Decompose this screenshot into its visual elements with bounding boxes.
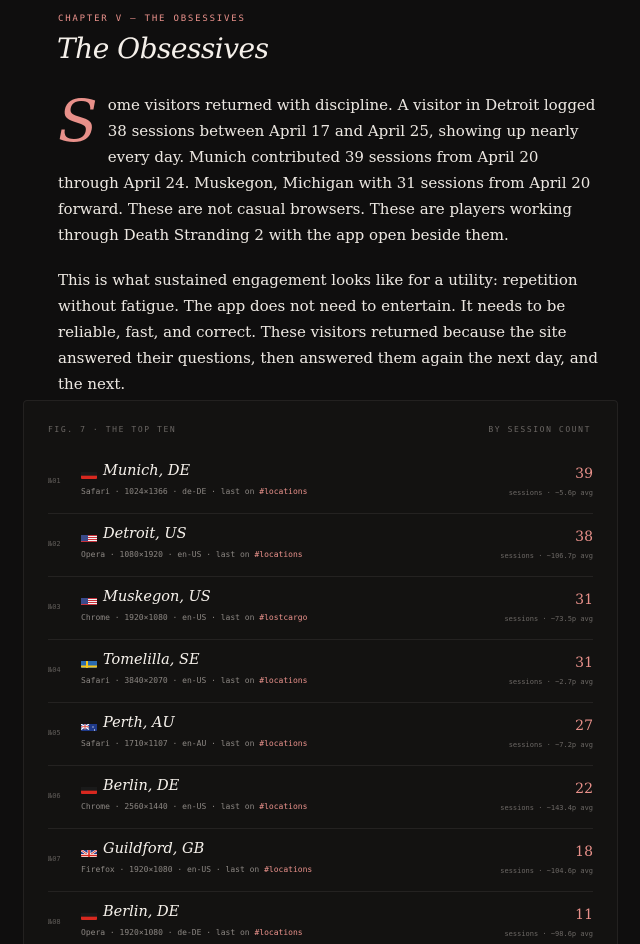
locale: en-US <box>182 802 207 811</box>
last-page-link[interactable]: #locations <box>259 802 308 811</box>
list-item[interactable] <box>48 892 593 944</box>
city-name: Berlin, DE <box>103 904 180 920</box>
last-page-link[interactable]: #locations <box>259 487 308 496</box>
session-avg: sessions · ~73.5p avg <box>504 615 593 623</box>
visitor-meta: Opera · 1080×1920 · en-US · last on #locations <box>81 550 303 559</box>
rank-label: №01 <box>48 477 61 485</box>
locale: en-US <box>186 865 212 874</box>
avg-pages: ~2.7p avg <box>555 678 593 686</box>
list-item[interactable] <box>48 451 593 514</box>
last-on-label: last on <box>220 487 255 496</box>
city-name: Guildford, GB <box>103 841 205 857</box>
city-name: Detroit, US <box>103 526 187 542</box>
avg-pages: ~104.6p avg <box>546 867 593 875</box>
city-name: Berlin, DE <box>103 778 180 794</box>
last-page-link[interactable]: #locations <box>254 550 303 559</box>
session-avg: sessions · ~104.6p avg <box>500 867 593 875</box>
list-item[interactable] <box>48 577 593 640</box>
last-on-label: last on <box>220 613 255 622</box>
rank-label: №05 <box>48 729 61 737</box>
flag-se-icon <box>81 657 97 668</box>
city-name: Perth, AU <box>103 715 175 731</box>
figure-label: FIG. 7 · THE TOP TEN <box>48 425 177 434</box>
rank-label: №06 <box>48 792 61 800</box>
list-item[interactable] <box>48 829 593 892</box>
avg-pages: ~106.7p avg <box>546 552 593 560</box>
visitor-meta: Opera · 1920×1080 · de-DE · last on #locations <box>81 928 303 937</box>
session-avg: sessions · ~7.2p avg <box>508 741 593 749</box>
browser: Chrome <box>81 613 110 622</box>
sessions-label: sessions <box>508 741 543 749</box>
resolution: 1080×1920 <box>119 550 163 559</box>
session-count: 18 <box>575 844 593 860</box>
browser: Chrome <box>81 802 110 811</box>
session-avg: sessions · ~106.7p avg <box>500 552 593 560</box>
paragraph-intro <box>58 87 598 248</box>
city-name: Munich, DE <box>103 463 191 479</box>
flag-de-icon <box>81 783 97 794</box>
last-page-link[interactable]: #locations <box>264 865 313 874</box>
last-on-label: last on <box>225 865 260 874</box>
rank-label: №04 <box>48 666 61 674</box>
locale: en-AU <box>182 739 207 748</box>
city-name: Muskegon, US <box>103 589 211 605</box>
locale: en-US <box>182 613 207 622</box>
sessions-label: sessions <box>508 678 543 686</box>
visitor-meta: Chrome · 2560×1440 · en-US · last on #locations <box>81 802 308 811</box>
browser: Opera <box>81 550 106 559</box>
flag-de-icon <box>81 468 97 479</box>
sessions-label: sessions <box>504 930 539 938</box>
list-item[interactable] <box>48 766 593 829</box>
rank-label: №08 <box>48 918 61 926</box>
locale: de-DE <box>177 928 202 937</box>
visitor-meta: Firefox · 1920×1080 · en-US · last on #locations <box>81 865 313 874</box>
session-count: 38 <box>575 529 593 545</box>
last-page-link[interactable]: #locations <box>259 739 308 748</box>
top-ten-list <box>48 451 593 944</box>
last-on-label: last on <box>220 676 255 685</box>
session-count: 39 <box>575 466 593 482</box>
visitor-meta: Safari · 3840×2070 · en-US · last on #locations <box>81 676 308 685</box>
sessions-label: sessions <box>508 489 543 497</box>
resolution: 1920×1080 <box>124 613 168 622</box>
visitor-meta: Safari · 1710×1107 · en-AU · last on #locations <box>81 739 308 748</box>
flag-au-icon <box>81 720 97 731</box>
session-count: 22 <box>575 781 593 797</box>
last-on-label: last on <box>215 928 250 937</box>
last-page-link[interactable]: #locations <box>259 676 308 685</box>
rank-label: №03 <box>48 603 61 611</box>
avg-pages: ~98.6p avg <box>550 930 593 938</box>
sessions-label: sessions <box>500 804 534 812</box>
browser: Safari <box>81 676 110 685</box>
visitor-meta: Safari · 1024×1366 · de-DE · last on #locations <box>81 487 308 496</box>
browser: Safari <box>81 487 110 496</box>
chapter-label: CHAPTER V — THE OBSESSIVES <box>58 14 246 24</box>
resolution: 1920×1080 <box>119 928 163 937</box>
session-avg: sessions · ~5.6p avg <box>508 489 593 497</box>
avg-pages: ~143.4p avg <box>546 804 593 812</box>
last-page-link[interactable]: #locations <box>254 928 303 937</box>
resolution: 1024×1366 <box>124 487 168 496</box>
list-item[interactable] <box>48 640 593 703</box>
last-on-label: last on <box>220 739 255 748</box>
browser: Safari <box>81 739 110 748</box>
session-avg: sessions · ~98.6p avg <box>504 930 593 938</box>
list-item[interactable] <box>48 514 593 577</box>
avg-pages: ~5.6p avg <box>555 489 593 497</box>
flag-de-icon <box>81 909 97 920</box>
resolution: 2560×1440 <box>124 802 168 811</box>
sessions-label: sessions <box>500 867 534 875</box>
flag-us-icon <box>81 594 97 605</box>
last-page-link[interactable]: #lostcargo <box>259 613 308 622</box>
avg-pages: ~7.2p avg <box>555 741 593 749</box>
avg-pages: ~73.5p avg <box>550 615 593 623</box>
rank-label: №07 <box>48 855 61 863</box>
resolution: 1920×1080 <box>129 865 173 874</box>
drop-cap: S <box>58 87 98 155</box>
top-ten-figure <box>23 400 618 944</box>
flag-us-icon <box>81 531 97 542</box>
chapter-title: The Obsessives <box>57 32 269 65</box>
resolution: 1710×1107 <box>124 739 168 748</box>
figure-sort-label: BY SESSION COUNT <box>488 425 591 434</box>
paragraph-engagement: This is what sustained engagement looks like for a utility: repetition without fatigue. The app does not need to entertain. It needs to be reliable, fast, and correct. These visitors returned because the site answered their questions, then answered them again the next day, and the next. <box>58 271 598 393</box>
browser: Firefox <box>81 865 115 874</box>
visitor-meta: Chrome · 1920×1080 · en-US · last on #lostcargo <box>81 613 308 622</box>
locale: de-DE <box>182 487 207 496</box>
list-item[interactable] <box>48 703 593 766</box>
resolution: 3840×2070 <box>124 676 168 685</box>
rank-label: №02 <box>48 540 61 548</box>
sessions-label: sessions <box>504 615 539 623</box>
browser: Opera <box>81 928 106 937</box>
city-name: Tomelilla, SE <box>103 652 200 668</box>
session-count: 27 <box>575 718 593 734</box>
session-count: 11 <box>575 907 593 923</box>
session-avg: sessions · ~143.4p avg <box>500 804 593 812</box>
locale: en-US <box>182 676 207 685</box>
session-count: 31 <box>575 592 593 608</box>
session-count: 31 <box>575 655 593 671</box>
locale: en-US <box>177 550 202 559</box>
session-avg: sessions · ~2.7p avg <box>508 678 593 686</box>
last-on-label: last on <box>215 550 250 559</box>
flag-gb-icon <box>81 846 97 857</box>
paragraph-intro-text: ome visitors returned with discipline. A visitor in Detroit logged 38 sessions between April 17 and April 25, showing up nearly every day. Munich contributed 39 sessions from April 20 through April 24. Muskegon, Michigan with 31 sessions from April 20 forward. These are not casual browsers. These are players working through Death Stranding 2 with the app open beside them. <box>58 96 596 244</box>
sessions-label: sessions <box>500 552 534 560</box>
last-on-label: last on <box>220 802 255 811</box>
